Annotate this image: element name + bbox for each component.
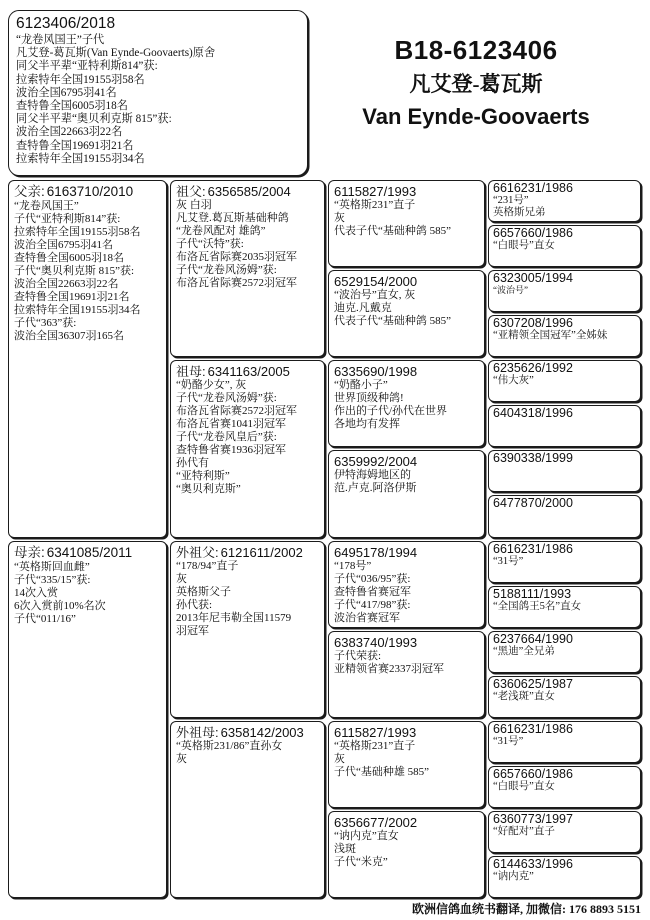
pedigree-note-line: “全国鸽王5名”直女 bbox=[493, 600, 582, 612]
pedigree-note-line: 凡艾登-葛瓦斯(Van Eynde-Goovaerts)原舍 bbox=[16, 47, 216, 60]
pedigree-note-line: “31号” bbox=[493, 735, 524, 747]
pedigree-note-line: 灰 bbox=[334, 212, 345, 224]
great-great-grandparent-ring: 6360773/1997 bbox=[493, 811, 573, 826]
pedigree-note-line: 子代“沃特”获: bbox=[176, 238, 244, 250]
pedigree-note-line: 子代“龙卷风汤姆”获: bbox=[176, 264, 277, 276]
great-grandparent-ring: 6115827/1993 bbox=[334, 724, 417, 740]
great-great-grandparent-card bbox=[488, 676, 641, 718]
great-great-grandparent-card bbox=[488, 856, 641, 898]
maternal-granddam-ring: 6358142/2003 bbox=[220, 724, 304, 740]
pedigree-note-line: 拉索特年全国19155羽34名 bbox=[14, 304, 141, 316]
great-great-grandparent-notes bbox=[493, 195, 636, 218]
great-great-grandparent-ring: 6657660/1986 bbox=[493, 226, 573, 241]
great-great-grandparent-card bbox=[488, 360, 641, 402]
great-great-grandparent-ring: 6477870/2000 bbox=[493, 496, 573, 511]
pedigree-note-line: 查特鲁全国6005羽18名 bbox=[16, 100, 128, 113]
great-great-grandparent-notes bbox=[493, 691, 636, 703]
pedigree-note-line: 英格斯父子 bbox=[176, 585, 231, 598]
great-great-grandparent-notes bbox=[493, 871, 636, 883]
pedigree-note-line: 代表子代“基础种鸽 585” bbox=[334, 315, 452, 328]
title-ring: B18-6123406 bbox=[394, 35, 558, 65]
dam-label: 母亲: bbox=[14, 544, 45, 560]
grandparents-column bbox=[170, 180, 325, 898]
pedigree-note-line: 伊特海姆地区的 bbox=[334, 469, 411, 482]
pedigree-note-line: 孙代获: bbox=[176, 598, 213, 611]
maternal-granddam-card bbox=[170, 721, 325, 898]
pedigree-note-line: 查特鲁省赛1936羽冠军 bbox=[176, 444, 286, 457]
pedigree-note-line: 波治全国22663羽22名 bbox=[16, 126, 123, 139]
maternal-grandsire-notes bbox=[176, 560, 319, 638]
great-great-grandparent-ring: 6307208/1996 bbox=[493, 316, 573, 331]
great-great-grandparent-notes bbox=[493, 556, 636, 568]
great-great-grandparent-card bbox=[488, 631, 641, 673]
great-grandparent-ring: 6529154/2000 bbox=[334, 274, 418, 290]
paternal-granddam-notes bbox=[176, 379, 319, 496]
parents-column bbox=[8, 180, 167, 898]
great-great-grandparent-notes bbox=[493, 646, 636, 658]
paternal-granddam-header bbox=[176, 364, 319, 379]
sire-card bbox=[8, 180, 167, 538]
great-grandparent-ring: 6115827/1993 bbox=[334, 184, 417, 199]
great-great-grandparent-card bbox=[488, 811, 641, 853]
subject-notes bbox=[16, 34, 300, 166]
pedigree-note-line: 英格斯兄弟 bbox=[493, 206, 546, 218]
pedigree-note-line: 波治省赛冠军 bbox=[334, 611, 400, 624]
pedigree-note-line: “讷内克” bbox=[493, 870, 534, 882]
pedigree-note-line: 查特鲁省赛冠军 bbox=[334, 585, 411, 598]
great-great-grandparents-column bbox=[488, 180, 641, 898]
great-great-grandparent-card bbox=[488, 586, 641, 628]
pedigree-note-line: “好配对”直子 bbox=[493, 825, 555, 837]
pedigree-note-line: 迪克.凡戴克 bbox=[334, 302, 392, 315]
great-grandparent-notes bbox=[334, 650, 479, 676]
great-great-grandparent-ring: 6235626/1992 bbox=[493, 361, 573, 376]
great-great-grandparent-card bbox=[488, 495, 641, 537]
pedigree-note-line: 灰 bbox=[176, 752, 187, 765]
pedigree-note-line: 拉索特年全国19155羽34名 bbox=[16, 152, 145, 165]
dam-ring: 6341085/2011 bbox=[46, 544, 133, 560]
title-loft-cn: 凡艾登-葛瓦斯 bbox=[409, 72, 543, 96]
pedigree-note-line: “白眼号”直女 bbox=[493, 240, 555, 252]
pedigree-note-line: 灰 bbox=[176, 572, 187, 585]
pedigree-note-line: 灰 bbox=[334, 752, 345, 765]
maternal-grandsire-label: 外祖父: bbox=[176, 544, 219, 560]
great-great-grandparent-ring: 6360625/1987 bbox=[493, 676, 573, 691]
pedigree-note-line: “奥贝利克斯” bbox=[176, 483, 241, 496]
pedigree-note-line: 布洛瓦省际赛2572羽冠军 bbox=[176, 405, 297, 418]
pedigree-note-line: “白眼号”直女 bbox=[493, 780, 555, 792]
great-great-grandparent-ring: 5188111/1993 bbox=[493, 586, 572, 601]
pedigree-note-line: 6次入赏前10%名次 bbox=[14, 599, 106, 612]
pedigree-note-line: 子代“亚特利斯814”获: bbox=[14, 213, 121, 225]
great-great-grandparent-notes bbox=[493, 781, 636, 793]
great-great-grandparent-notes bbox=[493, 601, 636, 613]
subject-ring: 6123406/2018 bbox=[16, 15, 116, 32]
great-grandparent-notes bbox=[334, 560, 479, 625]
great-grandparent-notes bbox=[334, 379, 479, 431]
pedigree-note-line: “178/94”直子 bbox=[176, 559, 239, 572]
pedigree-note-line: “231号” bbox=[493, 195, 529, 206]
paternal-granddam-ring: 6341163/2005 bbox=[207, 364, 290, 380]
pedigree-note-line: 浅斑 bbox=[334, 842, 356, 855]
great-grandparent-ring: 6359992/2004 bbox=[334, 454, 418, 470]
pedigree-note-line: 14次入赏 bbox=[14, 586, 58, 599]
great-great-grandparent-ring: 6237664/1990 bbox=[493, 631, 573, 646]
pedigree-note-line: “龙卷风国王” bbox=[14, 200, 79, 212]
paternal-grandsire-ring: 6356585/2004 bbox=[207, 184, 291, 199]
paternal-granddam-card bbox=[170, 360, 325, 537]
great-great-grandparent-ring: 6390338/1999 bbox=[493, 451, 573, 466]
maternal-granddam-notes bbox=[176, 740, 319, 766]
pedigree-note-line: 代表子代“基础种鸽 585” bbox=[334, 225, 452, 237]
great-great-grandparent-notes bbox=[493, 826, 636, 838]
great-grandparent-card bbox=[328, 811, 485, 898]
great-great-grandparent-notes bbox=[493, 375, 636, 387]
pedigree-note-line: 布洛瓦省际赛2035羽冠军 bbox=[176, 251, 297, 263]
pedigree-note-line: 布洛瓦省际赛2572羽冠军 bbox=[176, 277, 297, 289]
pedigree-note-line: 查特鲁全国6005羽18名 bbox=[14, 252, 124, 264]
footer-contact: 欧洲信鸽血统书翻译, 加微信: 176 8893 5151 bbox=[412, 902, 641, 916]
pedigree-note-line: “英格斯231”直子 bbox=[334, 739, 416, 752]
subject-card bbox=[8, 10, 308, 176]
pedigree-note-line: “英格斯231/86”直孙女 bbox=[176, 739, 283, 752]
pedigree-note-line: “黑迪”全兄弟 bbox=[493, 645, 555, 657]
great-grandparent-ring: 6335690/1998 bbox=[334, 364, 418, 380]
pedigree-note-line: 子代荣获: bbox=[334, 649, 382, 662]
great-great-grandparent-ring: 6616231/1986 bbox=[493, 181, 573, 195]
pedigree-note-line: 子代“335/15”获: bbox=[14, 573, 91, 586]
pedigree-note-line: “龙卷风配对 雄鸽” bbox=[176, 225, 266, 237]
great-great-grandparent-ring: 6323005/1994 bbox=[493, 271, 573, 286]
pedigree-note-line: 凡艾登.葛瓦斯基础种鸽 bbox=[176, 212, 289, 224]
pedigree-note-line: “奶酪小子” bbox=[334, 379, 388, 392]
great-great-grandparent-ring: 6404318/1996 bbox=[493, 406, 573, 421]
pedigree-note-line: 各地均有发挥 bbox=[334, 418, 400, 431]
great-grandparent-notes bbox=[334, 199, 479, 238]
pedigree-note-line: 子代“龙卷风皇后”获: bbox=[176, 431, 277, 444]
great-great-grandparent-card bbox=[488, 225, 641, 267]
maternal-granddam-header bbox=[176, 725, 319, 740]
pedigree-note-line: 子代“036/95”获: bbox=[334, 572, 411, 585]
great-great-grandparent-notes bbox=[493, 736, 636, 748]
pedigree-note-line: “178号” bbox=[334, 559, 372, 572]
great-great-grandparent-notes bbox=[493, 240, 636, 252]
great-great-grandparent-card bbox=[488, 766, 641, 808]
great-great-grandparent-card bbox=[488, 270, 641, 312]
great-great-grandparent-card bbox=[488, 721, 641, 763]
pedigree-note-line: 灰 白羽 bbox=[176, 199, 212, 211]
pedigree-note-line: 孙代有 bbox=[176, 457, 209, 470]
sire-notes bbox=[14, 200, 161, 343]
pedigree-note-line: 子代“417/98”获: bbox=[334, 598, 411, 611]
paternal-grandsire-notes bbox=[176, 199, 319, 290]
maternal-grandsire-header bbox=[176, 545, 319, 560]
great-great-grandparent-card bbox=[488, 405, 641, 447]
pedigree-note-line: 查特鲁全国19691羽21名 bbox=[14, 291, 130, 303]
pedigree-note-line: 布洛瓦省赛1041羽冠军 bbox=[176, 418, 286, 431]
maternal-grandsire-ring: 6121611/2002 bbox=[220, 544, 303, 560]
pedigree-note-line: “老浅斑”直女 bbox=[493, 690, 555, 702]
pedigree-note-line: 拉索特年全国19155羽58名 bbox=[14, 226, 141, 238]
paternal-grandsire-label: 祖父: bbox=[176, 184, 206, 199]
great-grandparent-notes bbox=[334, 469, 479, 495]
great-grandparent-card bbox=[328, 631, 485, 718]
great-great-grandparent-card bbox=[488, 180, 641, 222]
pedigree-note-line: “英格斯231”直子 bbox=[334, 199, 416, 211]
dam-header bbox=[14, 545, 161, 561]
pedigree-note-line: 子代“米克” bbox=[334, 855, 388, 868]
great-grandparent-ring: 6495178/1994 bbox=[334, 544, 418, 560]
great-grandparent-ring: 6356677/2002 bbox=[334, 814, 418, 830]
pedigree-note-line: 子代“基础种雄 585” bbox=[334, 765, 430, 778]
pedigree-note-line: “亚特利斯” bbox=[176, 470, 230, 483]
pedigree-note-line: 波治全国36307羽165名 bbox=[14, 330, 124, 342]
great-grandparent-notes bbox=[334, 740, 479, 779]
pedigree-note-line: 子代“奥贝利克斯 815”获: bbox=[14, 265, 135, 277]
pedigree-note-line: 2013年尼韦勒全国11579 bbox=[176, 611, 292, 624]
great-grandparent-card bbox=[328, 450, 485, 537]
pedigree-note-line: 拉索特年全国19155羽58名 bbox=[16, 73, 145, 86]
title-block bbox=[318, 34, 634, 134]
sire-ring: 6163710/2010 bbox=[46, 184, 134, 199]
pedigree-note-line: 波治全国22663羽22名 bbox=[14, 278, 119, 290]
great-grandparent-card bbox=[328, 360, 485, 447]
pedigree-note-line: 同父半平辈“亚特利斯814”获: bbox=[16, 60, 158, 73]
paternal-grandsire-card bbox=[170, 180, 325, 357]
pedigree-note-line: 子代“011/16” bbox=[14, 612, 76, 625]
maternal-granddam-label: 外祖母: bbox=[176, 724, 219, 740]
paternal-grandsire-header bbox=[176, 184, 319, 199]
great-great-grandparent-ring: 6657660/1986 bbox=[493, 766, 573, 781]
pedigree-note-line: “讷内克”直女 bbox=[334, 829, 399, 842]
maternal-grandsire-card bbox=[170, 541, 325, 718]
great-great-grandparent-notes bbox=[493, 330, 636, 342]
pedigree-note-line: 波治全国6795羽41名 bbox=[16, 86, 117, 99]
pedigree-note-line: “波治号”直女, 灰 bbox=[334, 289, 416, 302]
pedigree-note-line: 羽冠军 bbox=[176, 624, 209, 637]
paternal-granddam-label: 祖母: bbox=[176, 364, 206, 380]
dam-notes bbox=[14, 561, 161, 626]
pedigree-note-line: “伟大灰” bbox=[493, 375, 534, 387]
great-grandparent-card bbox=[328, 270, 485, 357]
sire-label: 父亲: bbox=[14, 184, 45, 199]
great-great-grandparent-ring: 6616231/1986 bbox=[493, 721, 573, 736]
great-great-grandparent-card bbox=[488, 541, 641, 583]
great-great-grandparent-card bbox=[488, 450, 641, 492]
pedigree-note-line: “波治号” bbox=[493, 285, 528, 296]
great-grandparent-notes bbox=[334, 830, 479, 869]
great-grandparent-ring: 6383740/1993 bbox=[334, 634, 418, 650]
pedigree-note-line: 世界顶级种鸽! bbox=[334, 392, 404, 405]
pedigree-note-line: “奶酪少女”, 灰 bbox=[176, 379, 247, 392]
sire-header bbox=[14, 184, 161, 200]
pedigree-note-line: “亚精领全国冠军”全姊妹 bbox=[493, 330, 608, 342]
great-grandparent-card bbox=[328, 721, 485, 808]
great-great-grandparent-ring: 6144633/1996 bbox=[493, 856, 573, 871]
pedigree-note-line: “龙卷风国王”子代 bbox=[16, 34, 105, 46]
pedigree-note-line: 同父半平辈“奥贝利克斯 815”获: bbox=[16, 113, 172, 126]
title-loft-en: Van Eynde-Goovaerts bbox=[362, 104, 590, 129]
pedigree-grid bbox=[8, 180, 641, 898]
dam-card bbox=[8, 541, 167, 899]
pedigree-note-line: 范.卢克.阿洛伊斯 bbox=[334, 482, 417, 495]
pedigree-note-line: 子代“龙卷风汤姆”获: bbox=[176, 392, 277, 405]
great-grandparent-card bbox=[328, 180, 485, 267]
pedigree-note-line: 亚精领省赛2337羽冠军 bbox=[334, 662, 444, 675]
great-grandparent-card bbox=[328, 541, 485, 628]
pedigree-note-line: “31号” bbox=[493, 555, 524, 567]
great-grandparents-column bbox=[328, 180, 485, 898]
pedigree-note-line: 波治全国6795羽41名 bbox=[14, 239, 113, 251]
great-grandparent-notes bbox=[334, 289, 479, 328]
great-great-grandparent-ring: 6616231/1986 bbox=[493, 541, 573, 556]
pedigree-note-line: 作出的子代/孙代在世界 bbox=[334, 405, 448, 418]
great-great-grandparent-card bbox=[488, 315, 641, 357]
pedigree-note-line: “英格斯回血雌” bbox=[14, 560, 90, 573]
pedigree-note-line: 子代“363”获: bbox=[14, 317, 77, 329]
pedigree-note-line: 查特鲁全国19691羽21名 bbox=[16, 139, 134, 152]
great-great-grandparent-notes bbox=[493, 285, 636, 297]
